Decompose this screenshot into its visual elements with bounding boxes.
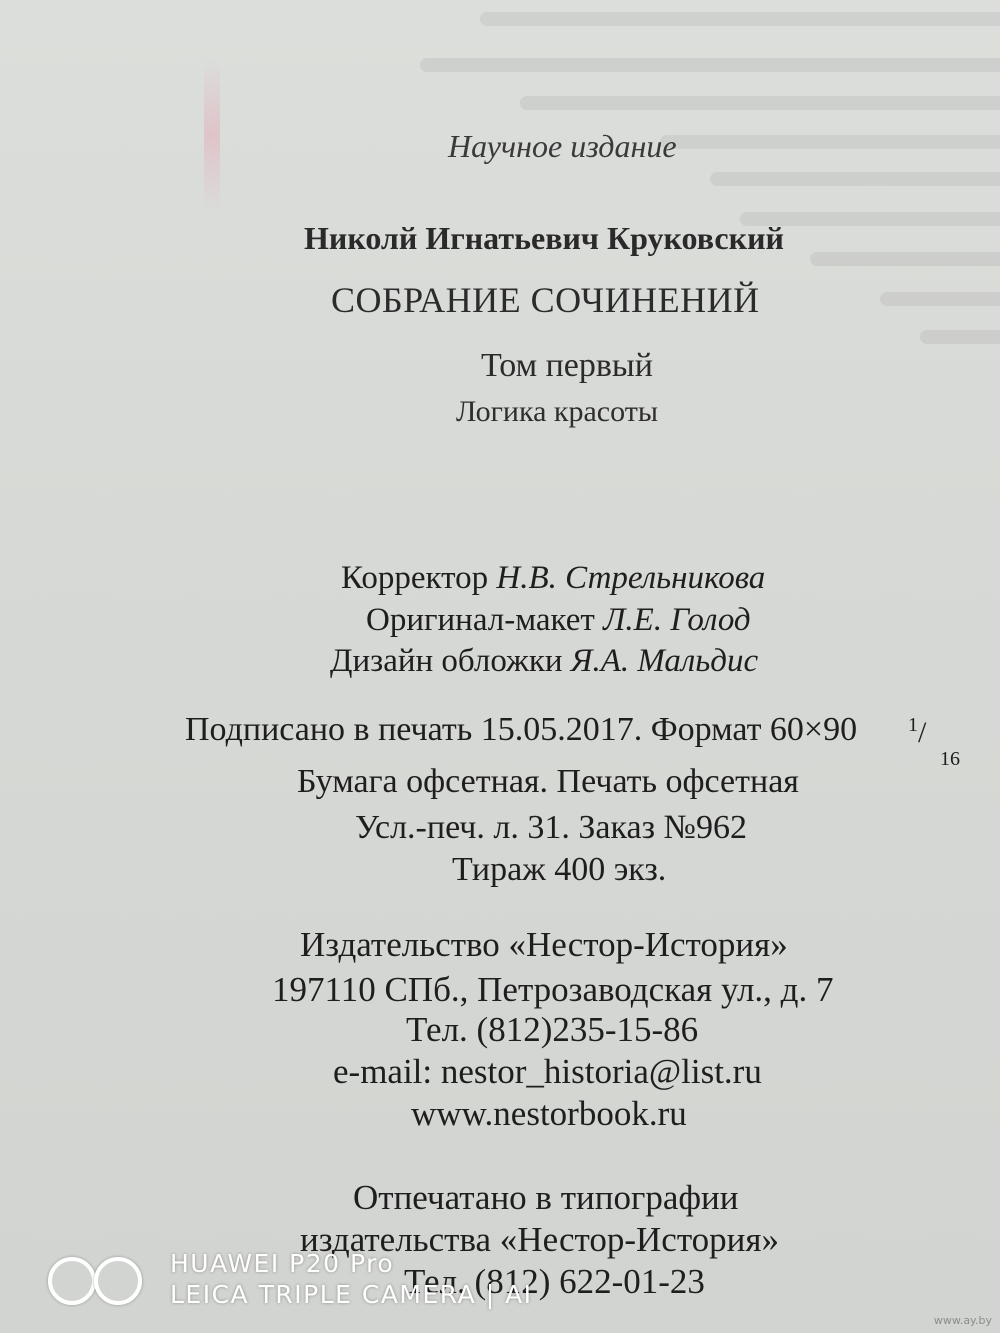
printer-phone: Тел. (812) 622-01-23 [404,1262,705,1301]
format-fraction-numerator: 1 [908,714,918,736]
bleed-through-text [420,58,1000,72]
credit-proofreader [341,558,765,598]
print-run: Тираж 400 экз. [452,851,667,888]
bleed-through-text [660,135,1000,149]
volume-label: Том первый [481,347,653,384]
credit-layout [366,600,751,640]
bleed-through-text [920,330,1000,344]
publisher-website: www.nestorbook.ru [411,1094,687,1133]
watermark-text [170,1248,533,1310]
series-label: Научное издание [448,128,677,164]
bleed-through-text [520,96,1000,110]
credit-person: Л.Е. Голод [603,602,751,638]
print-signed-format: Подписано в печать 15.05.2017. Формат 60×90 [185,711,858,748]
ring-icon [94,1257,142,1305]
print-paper: Бумага офсетная. Печать офсетная [297,763,799,800]
watermark-device: HUAWEI P20 Pro [170,1249,395,1278]
publisher-email: e-mail: nestor_historia@list.ru [333,1052,762,1091]
publisher-name: Издательство «Нестор-История» [300,925,788,964]
author-name: Николй Игнатьевич Круковский [304,220,784,256]
ring-icon [48,1257,96,1305]
bleed-through-text [480,12,1000,26]
credit-cover-design [330,641,758,681]
credit-role: Дизайн обложки [330,643,563,679]
book-title: СОБРАНИЕ СОЧИНЕНИЙ [331,280,760,320]
bleed-through-text [810,252,1000,266]
credit-role: Корректор [341,560,489,596]
watermark-camera: LEICA TRIPLE CAMERA | AI [170,1280,533,1309]
publisher-address: 197110 СПб., Петрозаводская ул., д. 7 [272,970,834,1009]
publisher-phone: Тел. (812)235-15-86 [406,1010,699,1049]
ink-mark [204,60,220,210]
site-watermark: www.ay.by [933,1314,992,1327]
credit-person: Я.А. Мальдис [570,643,759,679]
volume-subtitle: Логика красоты [456,395,658,428]
printer-line-2: издательства «Нестор-История» [300,1220,779,1259]
printer-line-1: Отпечатано в типографии [353,1178,739,1217]
credit-person: Н.В. Стрельникова [496,560,766,596]
print-sheets-order: Усл.-печ. л. 31. Заказ №962 [355,809,747,846]
camera-watermark [48,1248,533,1310]
bleed-through-text [710,172,1000,186]
camera-rings-icon [48,1255,148,1303]
format-fraction-denominator: 16 [940,748,960,770]
bleed-through-text [880,292,1000,306]
credit-role: Оригинал-макет [366,602,595,638]
format-fraction-slash: / [918,716,927,749]
